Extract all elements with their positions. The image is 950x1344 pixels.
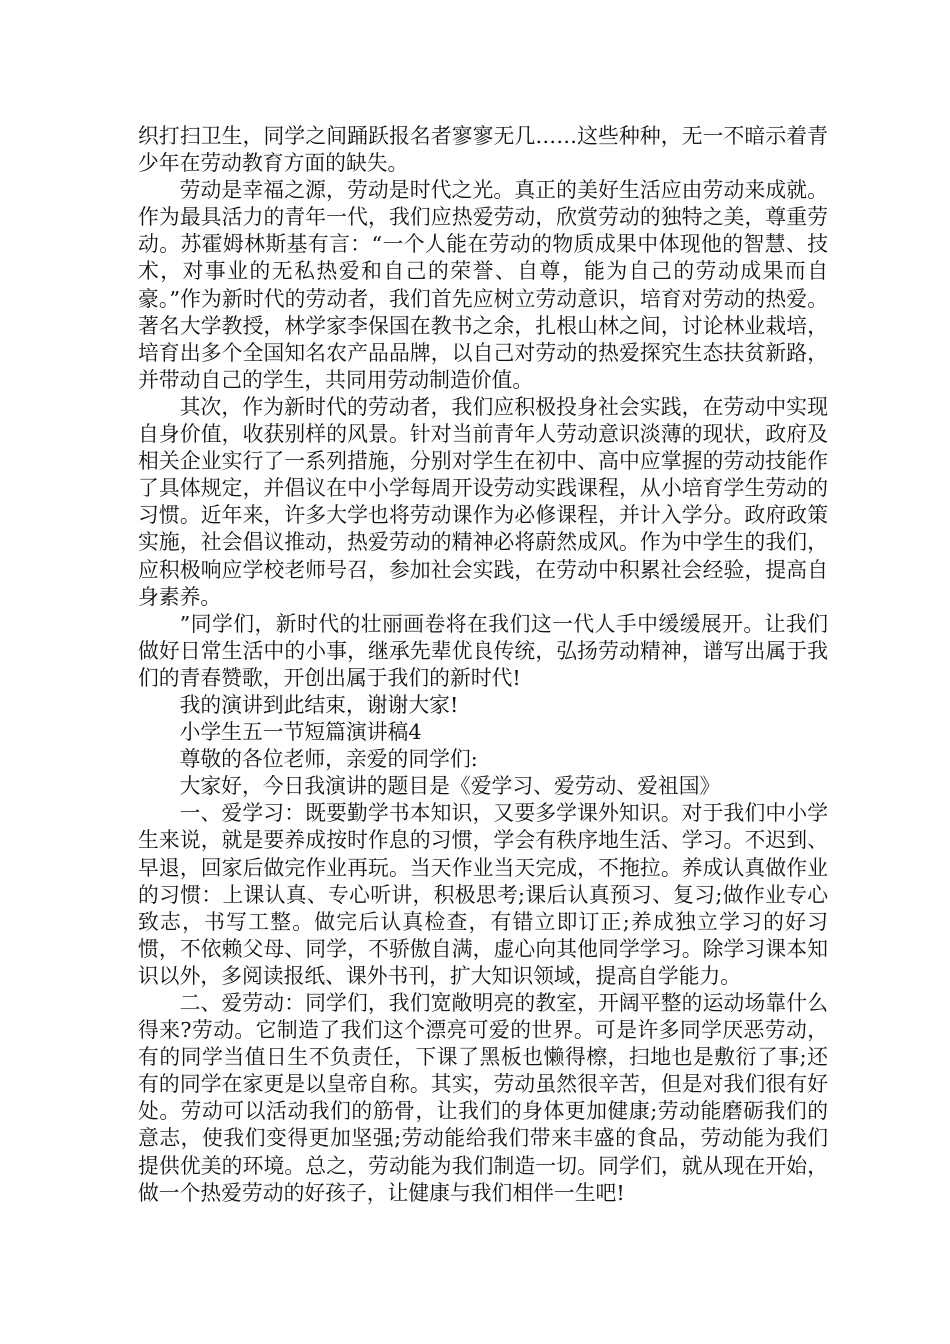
- paragraph: 我的演讲到此结束，谢谢大家!: [179, 692, 459, 717]
- section-heading: 小学生五一节短篇演讲稿4: [179, 720, 422, 745]
- paragraph: 大家好，今日我演讲的题目是《爱学习、爱劳动、爱祖国》: [179, 774, 721, 799]
- salutation: 尊敬的各位老师，亲爱的同学们:: [179, 747, 478, 772]
- paragraph: 织打扫卫生，同学之间踊跃报名者寥寥无几……这些种种，无一不暗示着青少年在劳动教育方面的缺失。: [138, 124, 828, 176]
- paragraph: 劳动是幸福之源，劳动是时代之光。真正的美好生活应由劳动来成就。作为最具活力的青年一代，我们应热爱劳动，欣赏劳动的独特之美，尊重劳动。苏霍姆林斯基有言：“一个人能在劳动的物质成果中体现他的智慧、技术，对事业的无私热爱和自己的荣誉、自尊，能为自己的劳动成果而自豪。”作为新时代的劳动者，我们首先应树立劳动意识，培育对劳动的热爱。著名大学教授，林学家李保国在教书之余，扎根山林之间，讨论林业栽培，培育出多个全国知名农产品品牌，以自己对劳动的热爱探究生态扶贫新路，并带动自己的学生，共同用劳动制造价值。: [138, 178, 828, 392]
- paragraph: 一、爱学习：既要勤学书本知识，又要多学课外知识。对于我们中小学生来说，就是要养成按时作息的习惯，学会有秩序地生活、学习。不迟到、早退，回家后做完作业再玩。当天作业当天完成，不拖拉。养成认真做作业的习惯：上课认真、专心听讲，积极思考;课后认真预习、复习;做作业专心致志，书写工整。做完后认真检查，有错立即订正;养成独立学习的好习惯，不依赖父母、同学，不骄傲自满，虚心向其他同学学习。除学习课本知识以外，多阅读报纸、课外书刊，扩大知识领域，提高自学能力。: [138, 801, 828, 988]
- paragraph: ”同学们，新时代的壮丽画卷将在我们这一代人手中缓缓展开。让我们做好日常生活中的小事，继承先辈优良传统，弘扬劳动精神，谱写出属于我们的青春赞歌，开创出属于我们的新时代!: [138, 611, 828, 690]
- document-body: [138, 123, 828, 1207]
- paragraph: 其次，作为新时代的劳动者，我们应积极投身社会实践，在劳动中实现自身价值，收获别样的风景。针对当前青年人劳动意识淡薄的现状，政府及相关企业实行了一系列措施，分别对学生在初中、高中应掌握的劳动技能作了具体规定，并倡议在中小学每周开设劳动实践课程，从小培育学生劳动的习惯。近年来，许多大学也将劳动课作为必修课程，并计入学分。政府政策实施，社会倡议推动，热爱劳动的精神必将蔚然成风。作为中学生的我们，应积极响应学校老师号召，参加社会实践，在劳动中积累社会经验，提高自身素养。: [138, 394, 828, 609]
- paragraph: 二、爱劳动：同学们，我们宽敞明亮的教室，开阔平整的运动场靠什么得来?劳动。它制造了我们这个漂亮可爱的世界。可是许多同学厌恶劳动，有的同学当值日生不负责任，下课了黑板也懒得檫，扫地也是敷衍了事;还有的同学在家更是以皇帝自称。其实，劳动虽然很辛苦，但是对我们很有好处。劳动可以活动我们的筋骨，让我们的身体更加健康;劳动能磨砺我们的意志，使我们变得更加坚强;劳动能给我们带来丰盛的食品，劳动能为我们提供优美的环境。总之，劳动能为我们制造一切。同学们，就从现在开始，做一个热爱劳动的好孩子，让健康与我们相伴一生吧!: [138, 991, 828, 1205]
